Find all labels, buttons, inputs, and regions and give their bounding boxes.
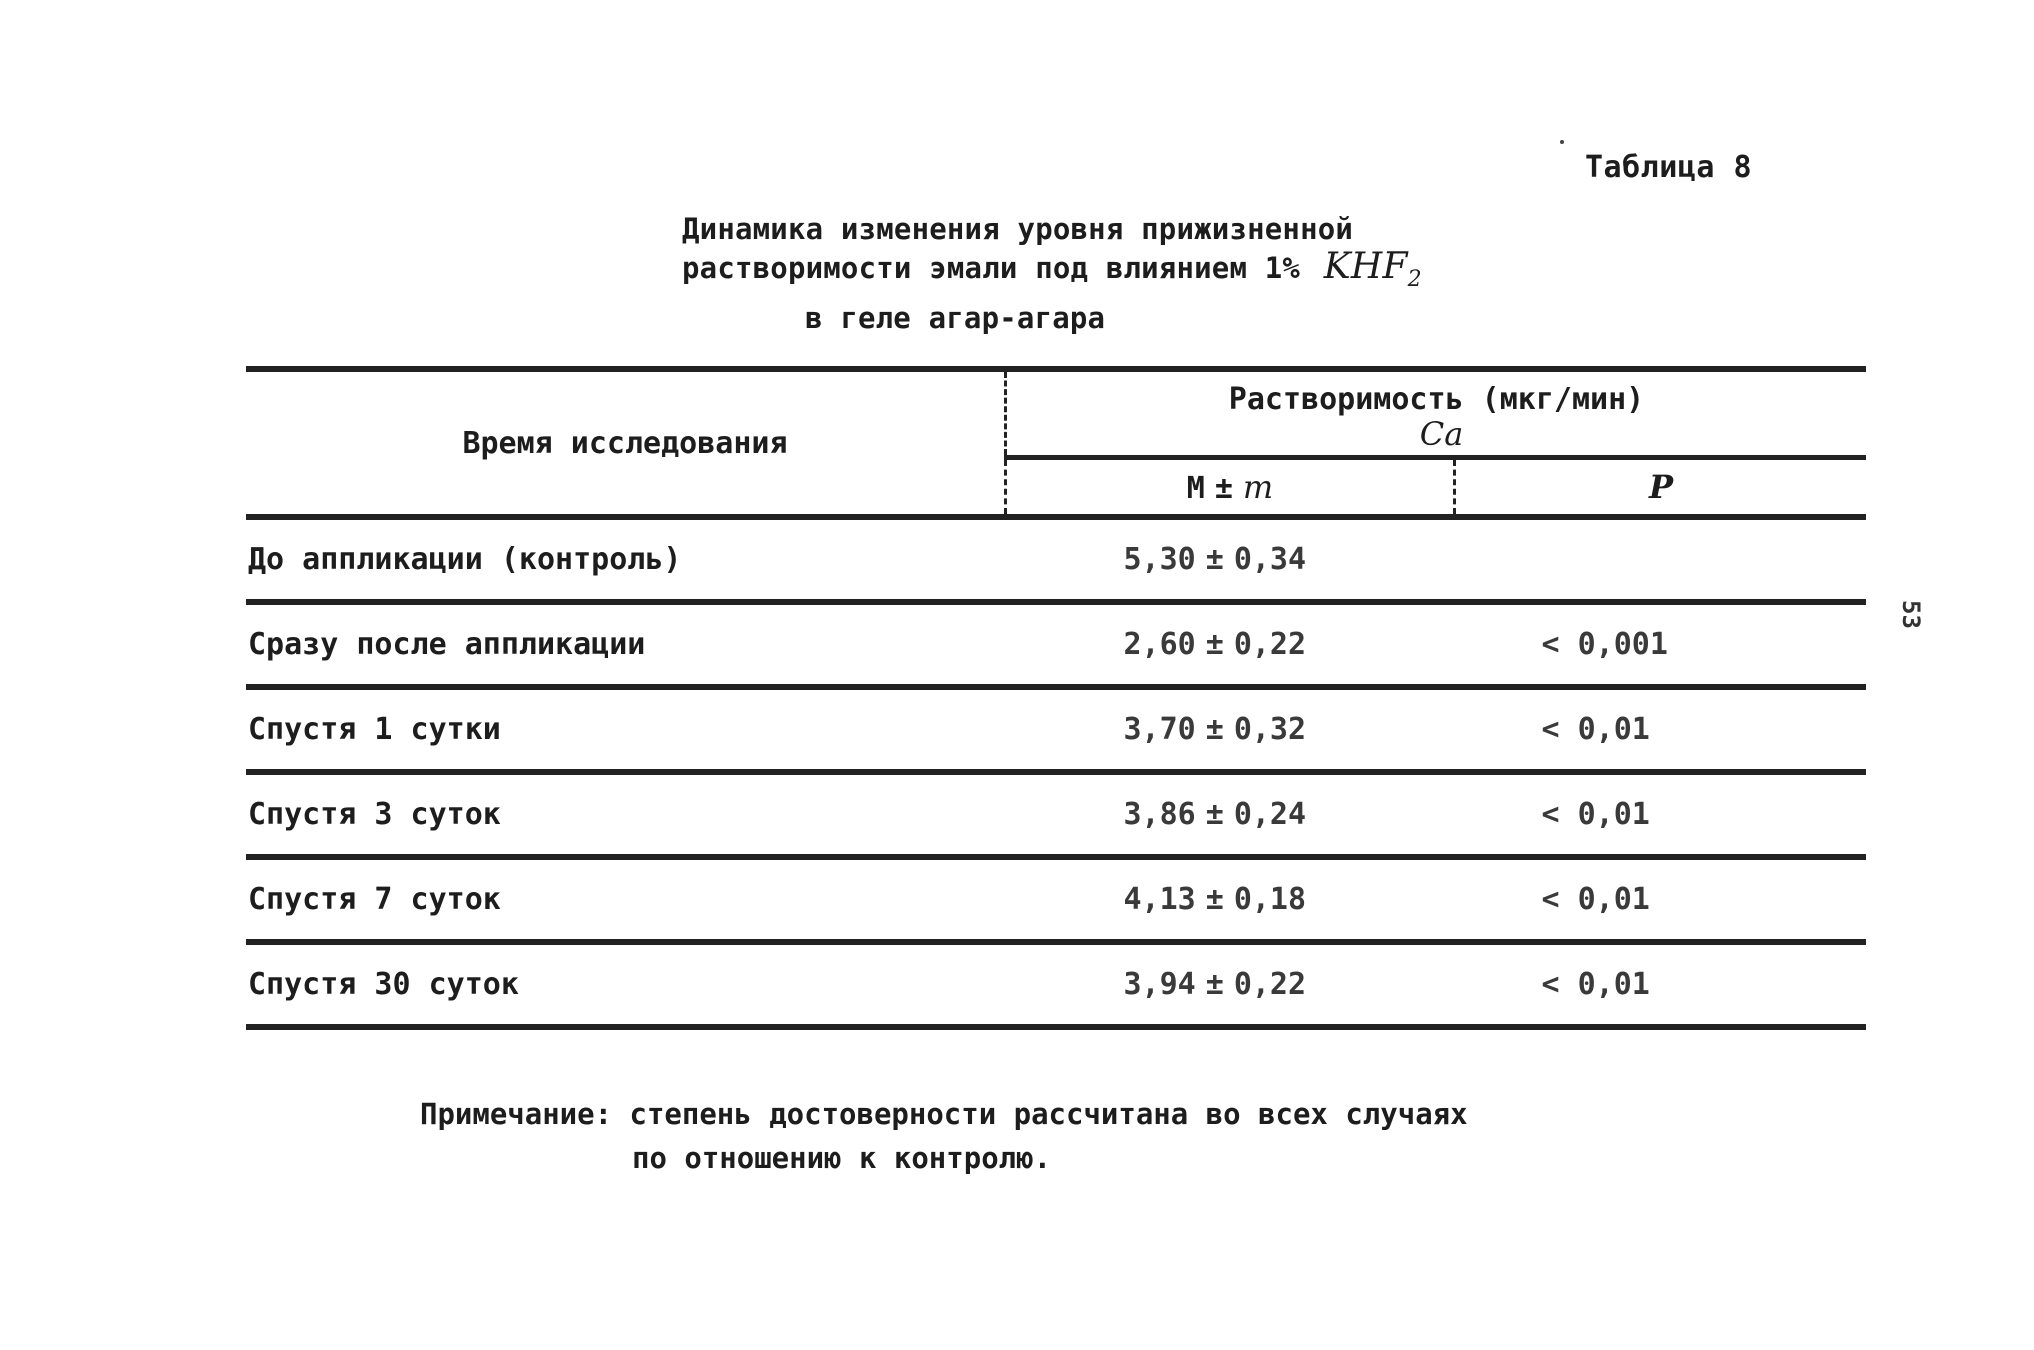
header-mean-error bbox=[1006, 457, 1455, 517]
cell-mean-error bbox=[1006, 942, 1455, 1027]
cell-error: 0,22 bbox=[1233, 627, 1307, 662]
table-row bbox=[246, 942, 1866, 1027]
stray-dot-mark bbox=[1560, 140, 1564, 144]
header-mean-symbol: M bbox=[1186, 470, 1205, 506]
table-row bbox=[246, 772, 1866, 857]
title-line-2 bbox=[682, 248, 1422, 299]
cell-mean: 3,86 bbox=[1123, 797, 1196, 832]
cell-plus-minus: ± bbox=[1205, 967, 1224, 1002]
cell-mean: 5,30 bbox=[1123, 542, 1196, 577]
cell-mean-error bbox=[1006, 772, 1455, 857]
note-line-2: по отношению к контролю. bbox=[632, 1141, 1052, 1175]
cell-p-value: < 0,01 bbox=[1455, 772, 1867, 857]
cell-time: Спустя 3 суток bbox=[246, 772, 1006, 857]
table-row bbox=[246, 517, 1866, 602]
header-solubility-group bbox=[1006, 369, 1867, 457]
page-number: 53 bbox=[1897, 600, 1925, 629]
cell-p-value: < 0,01 bbox=[1455, 687, 1867, 772]
cell-plus-minus: ± bbox=[1205, 882, 1224, 917]
header-row-top bbox=[246, 369, 1866, 457]
cell-mean-error bbox=[1006, 517, 1455, 602]
table-row bbox=[246, 857, 1866, 942]
cell-p-value: < 0,01 bbox=[1455, 942, 1867, 1027]
cell-p-value: < 0,001 bbox=[1455, 602, 1867, 687]
cell-error: 0,18 bbox=[1233, 882, 1307, 917]
cell-time: Спустя 1 сутки bbox=[246, 687, 1006, 772]
cell-p-value bbox=[1455, 517, 1867, 602]
formula-subscript: 2 bbox=[1407, 267, 1422, 293]
table-note bbox=[420, 1092, 1468, 1180]
table-title bbox=[682, 210, 1422, 337]
formula-main: KHF bbox=[1323, 246, 1408, 287]
table-label: Таблица 8 bbox=[1585, 150, 1753, 185]
cell-mean: 3,94 bbox=[1123, 967, 1196, 1002]
cell-time: Сразу после аппликации bbox=[246, 602, 1006, 687]
cell-mean: 4,13 bbox=[1123, 882, 1196, 917]
title-line-2-text: растворимости эмали под влиянием 1% bbox=[682, 251, 1301, 285]
cell-error: 0,32 bbox=[1233, 712, 1307, 747]
cell-mean-error bbox=[1006, 602, 1455, 687]
header-calcium-label: Ca bbox=[1419, 415, 1464, 453]
cell-p-value: < 0,01 bbox=[1455, 857, 1867, 942]
table-row bbox=[246, 602, 1866, 687]
handwritten-formula bbox=[1323, 246, 1422, 293]
title-line-3: в геле агар-агара bbox=[805, 301, 1106, 336]
note-line-1: Примечание: степень достоверности рассчитана во всех случаях bbox=[420, 1097, 1468, 1131]
cell-error: 0,22 bbox=[1233, 967, 1307, 1002]
cell-time: Спустя 7 суток bbox=[246, 857, 1006, 942]
cell-error: 0,34 bbox=[1233, 542, 1307, 577]
cell-time: Спустя 30 суток bbox=[246, 942, 1006, 1027]
cell-plus-minus: ± bbox=[1205, 797, 1224, 832]
table-row bbox=[246, 687, 1866, 772]
cell-error: 0,24 bbox=[1233, 797, 1307, 832]
title-line-1: Динамика изменения уровня прижизненной bbox=[682, 212, 1354, 246]
cell-mean-error bbox=[1006, 857, 1455, 942]
cell-plus-minus: ± bbox=[1205, 542, 1224, 577]
cell-time: До аппликации (контроль) bbox=[246, 517, 1006, 602]
cell-mean-error bbox=[1006, 687, 1455, 772]
cell-mean: 2,60 bbox=[1123, 627, 1196, 662]
header-solubility-title: Растворимость (мкг/мин) bbox=[1228, 382, 1645, 417]
header-p-value: P bbox=[1455, 457, 1867, 517]
header-time: Время исследования bbox=[246, 369, 1006, 517]
cell-plus-minus: ± bbox=[1205, 712, 1224, 747]
cell-mean: 3,70 bbox=[1123, 712, 1196, 747]
cell-plus-minus: ± bbox=[1205, 627, 1224, 662]
header-plus-minus: ± bbox=[1214, 470, 1233, 506]
header-error-symbol: m bbox=[1242, 467, 1274, 506]
solubility-table bbox=[246, 366, 1866, 1030]
